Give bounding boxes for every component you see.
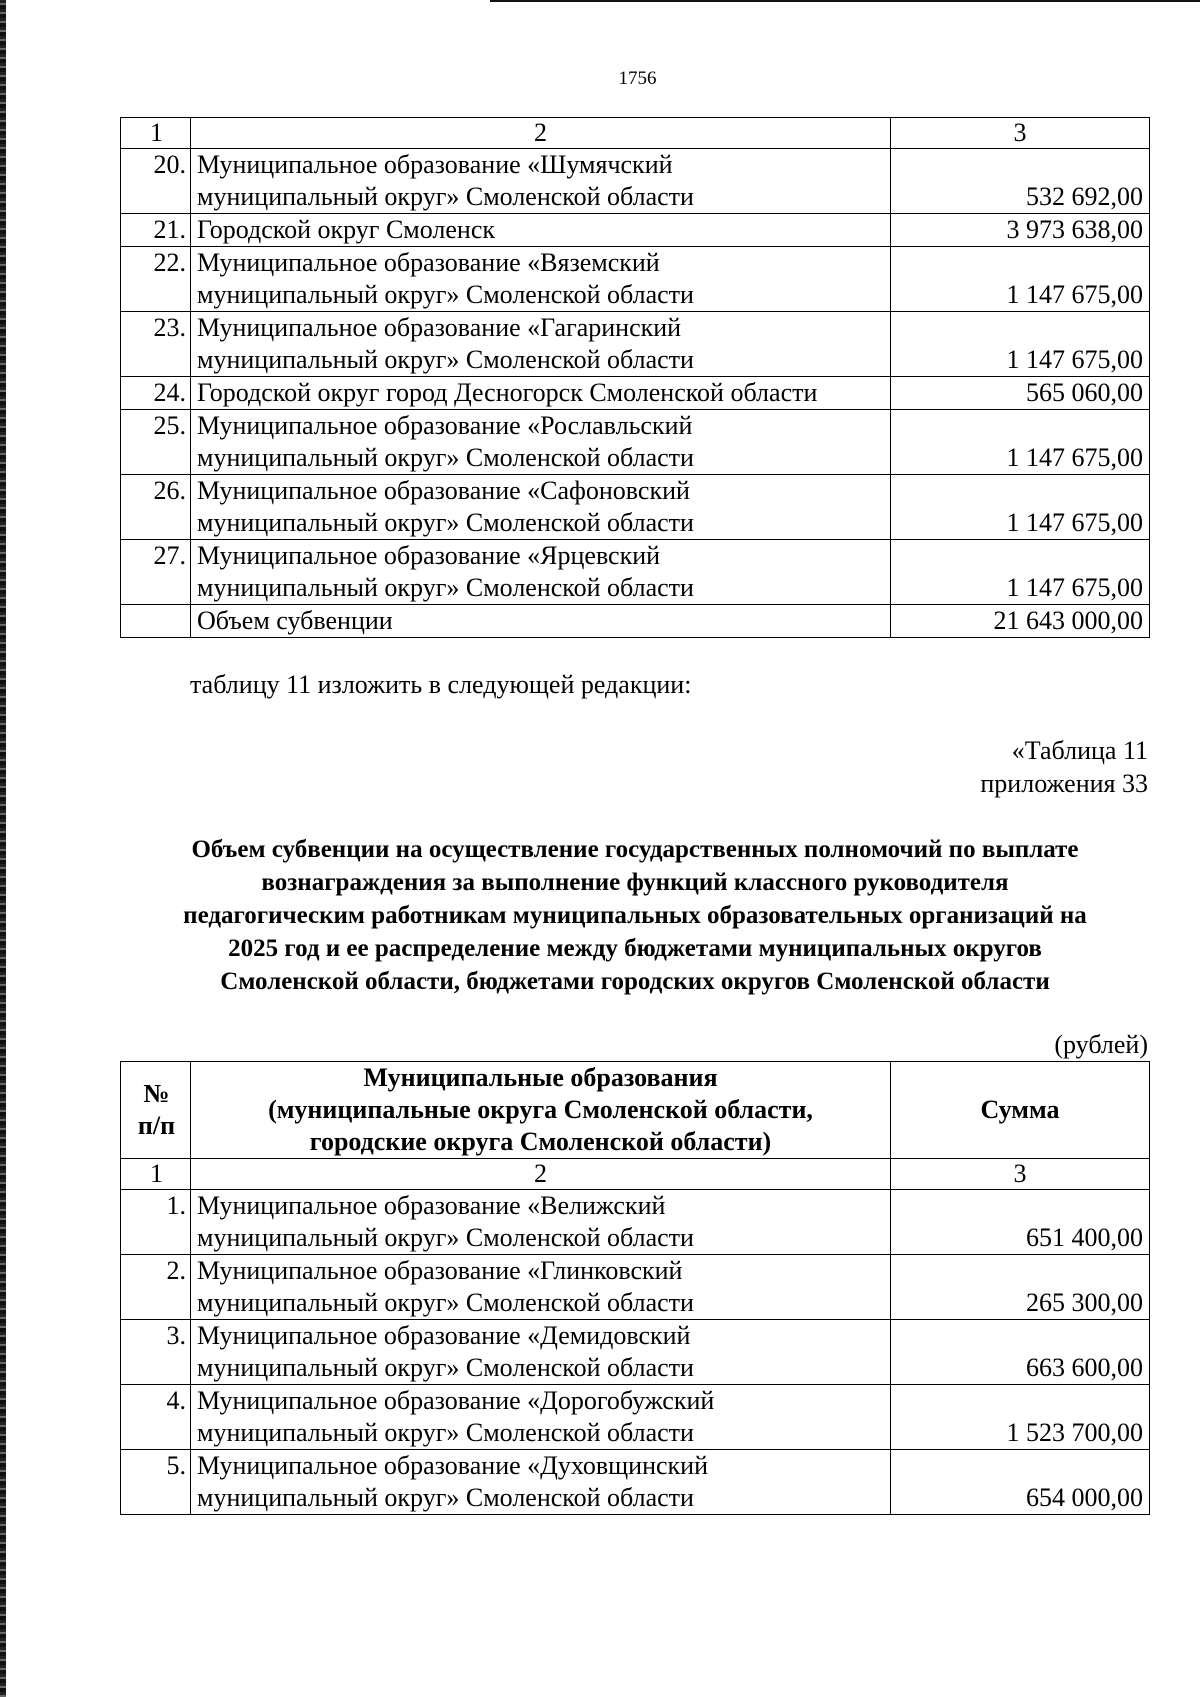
municipality-name-line: Городской округ Смоленск — [197, 215, 495, 244]
municipality-name — [191, 1385, 891, 1450]
municipality-name-line: Муниципальное образование «Глинковский — [197, 1256, 683, 1285]
municipality-name-line: муниципальный округ» Смоленской области — [197, 182, 694, 211]
title-line: педагогическим работникам муниципальных образовательных организаций на — [183, 902, 1087, 929]
col-number-3: 3 — [891, 1159, 1150, 1190]
table1-body — [121, 118, 1150, 638]
subvention-amount: 1 147 675,00 — [891, 247, 1150, 312]
table-ref-line2: приложения 33 — [980, 769, 1148, 798]
municipality-name — [191, 540, 891, 605]
subvention-amount: 3 973 638,00 — [891, 214, 1150, 247]
municipality-name-line: Муниципальное образование «Сафоновский — [197, 476, 690, 505]
table-row — [121, 475, 1150, 540]
subvention-amount: 21 643 000,00 — [891, 605, 1150, 638]
header-municipality-line: Муниципальные образования — [363, 1063, 718, 1092]
row-number: 22. — [121, 247, 191, 312]
subvention-amount: 1 523 700,00 — [891, 1385, 1150, 1450]
col-number-1: 1 — [121, 118, 191, 149]
subvention-amount: 654 000,00 — [891, 1450, 1150, 1515]
table-row — [121, 377, 1150, 410]
header-sum: Сумма — [891, 1062, 1150, 1159]
subvention-table-continued — [120, 117, 1150, 638]
municipality-name-line: муниципальный округ» Смоленской области — [197, 1223, 694, 1252]
municipality-name-line: муниципальный округ» Смоленской области — [197, 280, 694, 309]
table-title — [110, 833, 1160, 998]
row-number: 3. — [121, 1320, 191, 1385]
municipality-name — [191, 475, 891, 540]
municipality-name-line: муниципальный округ» Смоленской области — [197, 345, 694, 374]
header-municipality — [191, 1062, 891, 1159]
subvention-amount: 663 600,00 — [891, 1320, 1150, 1385]
table2-body — [121, 1062, 1150, 1515]
municipality-name — [191, 149, 891, 214]
header-number-line: № — [143, 1079, 170, 1108]
table-row — [121, 312, 1150, 377]
page-number: 1756 — [618, 68, 657, 89]
table-row — [121, 1190, 1150, 1255]
table-row — [121, 1320, 1150, 1385]
row-number: 2. — [121, 1255, 191, 1320]
municipality-name — [191, 214, 891, 247]
subvention-amount: 1 147 675,00 — [891, 540, 1150, 605]
municipality-name-line: муниципальный округ» Смоленской области — [197, 573, 694, 602]
row-number: 23. — [121, 312, 191, 377]
municipality-name — [191, 377, 891, 410]
municipality-name-line: Муниципальное образование «Демидовский — [197, 1321, 691, 1350]
municipality-name-line: муниципальный округ» Смоленской области — [197, 1288, 694, 1317]
scan-edge-top — [490, 0, 1200, 2]
table-row — [121, 247, 1150, 312]
municipality-name-line: Городской округ город Десногорск Смоленской области — [197, 378, 818, 407]
table2-column-numbers — [121, 1159, 1150, 1190]
row-number: 25. — [121, 410, 191, 475]
subvention-amount: 265 300,00 — [891, 1255, 1150, 1320]
title-line: вознаграждения за выполнение функций классного руководителя — [261, 869, 1009, 896]
table2-header-row — [121, 1062, 1150, 1159]
municipality-name — [191, 1320, 891, 1385]
table-row — [121, 540, 1150, 605]
amendment-note: таблицу 11 изложить в следующей редакции: — [190, 670, 692, 699]
table-reference — [980, 734, 1148, 800]
municipality-name-line: Объем субвенции — [197, 606, 393, 635]
municipality-name-line: Муниципальное образование «Духовщинский — [197, 1451, 709, 1480]
col-number-2: 2 — [191, 118, 891, 149]
header-number-line: п/п — [137, 1111, 176, 1140]
subvention-amount: 651 400,00 — [891, 1190, 1150, 1255]
row-number: 1. — [121, 1190, 191, 1255]
title-line: 2025 год и ее распределение между бюджетами муниципальных округов — [228, 935, 1042, 962]
municipality-name-line: Муниципальное образование «Вяземский — [197, 248, 660, 277]
municipality-name — [191, 312, 891, 377]
table-row — [121, 410, 1150, 475]
row-number: 4. — [121, 1385, 191, 1450]
header-municipality-line: (муниципальные округа Смоленской области, — [268, 1095, 813, 1124]
table-row — [121, 214, 1150, 247]
municipality-name-line: Муниципальное образование «Дорогобужский — [197, 1386, 715, 1415]
table-row — [121, 1255, 1150, 1320]
subvention-amount: 532 692,00 — [891, 149, 1150, 214]
row-number: 27. — [121, 540, 191, 605]
row-number: 26. — [121, 475, 191, 540]
scan-edge-left — [0, 0, 6, 1697]
municipality-name — [191, 1450, 891, 1515]
header-number — [121, 1062, 191, 1159]
table1-column-numbers — [121, 118, 1150, 149]
table-row — [121, 605, 1150, 638]
col-number-2: 2 — [191, 1159, 891, 1190]
municipality-name — [191, 1190, 891, 1255]
municipality-name-line: муниципальный округ» Смоленской области — [197, 1353, 694, 1382]
municipality-name-line: муниципальный округ» Смоленской области — [197, 443, 694, 472]
title-line: Смоленской области, бюджетами городских округов Смоленской области — [220, 968, 1050, 995]
header-municipality-line: городские округа Смоленской области) — [309, 1127, 772, 1156]
municipality-name-line: муниципальный округ» Смоленской области — [197, 1483, 694, 1512]
units-label: (рублей) — [1054, 1030, 1148, 1059]
municipality-name-line: Муниципальное образование «Ярцевский — [197, 541, 661, 570]
table-row — [121, 1450, 1150, 1515]
municipality-name-line: Муниципальное образование «Гагаринский — [197, 313, 682, 342]
table-row — [121, 1385, 1150, 1450]
municipality-name-line: Муниципальное образование «Рославльский — [197, 411, 693, 440]
municipality-name — [191, 605, 891, 638]
subvention-amount: 565 060,00 — [891, 377, 1150, 410]
municipality-name-line: Муниципальное образование «Велижский — [197, 1191, 666, 1220]
title-line: Объем субвенции на осуществление государственных полномочий по выплате — [191, 836, 1079, 863]
table-ref-line1: «Таблица 11 — [1011, 736, 1148, 765]
municipality-name — [191, 410, 891, 475]
municipality-name-line: муниципальный округ» Смоленской области — [197, 1418, 694, 1447]
subvention-table-11 — [120, 1061, 1150, 1515]
row-number — [121, 605, 191, 638]
col-number-3: 3 — [891, 118, 1150, 149]
municipality-name-line: муниципальный округ» Смоленской области — [197, 508, 694, 537]
row-number: 21. — [121, 214, 191, 247]
table-row — [121, 149, 1150, 214]
municipality-name-line: Муниципальное образование «Шумячский — [197, 150, 673, 179]
col-number-1: 1 — [121, 1159, 191, 1190]
row-number: 20. — [121, 149, 191, 214]
row-number: 5. — [121, 1450, 191, 1515]
subvention-amount: 1 147 675,00 — [891, 475, 1150, 540]
subvention-amount: 1 147 675,00 — [891, 410, 1150, 475]
subvention-amount: 1 147 675,00 — [891, 312, 1150, 377]
municipality-name — [191, 1255, 891, 1320]
row-number: 24. — [121, 377, 191, 410]
municipality-name — [191, 247, 891, 312]
